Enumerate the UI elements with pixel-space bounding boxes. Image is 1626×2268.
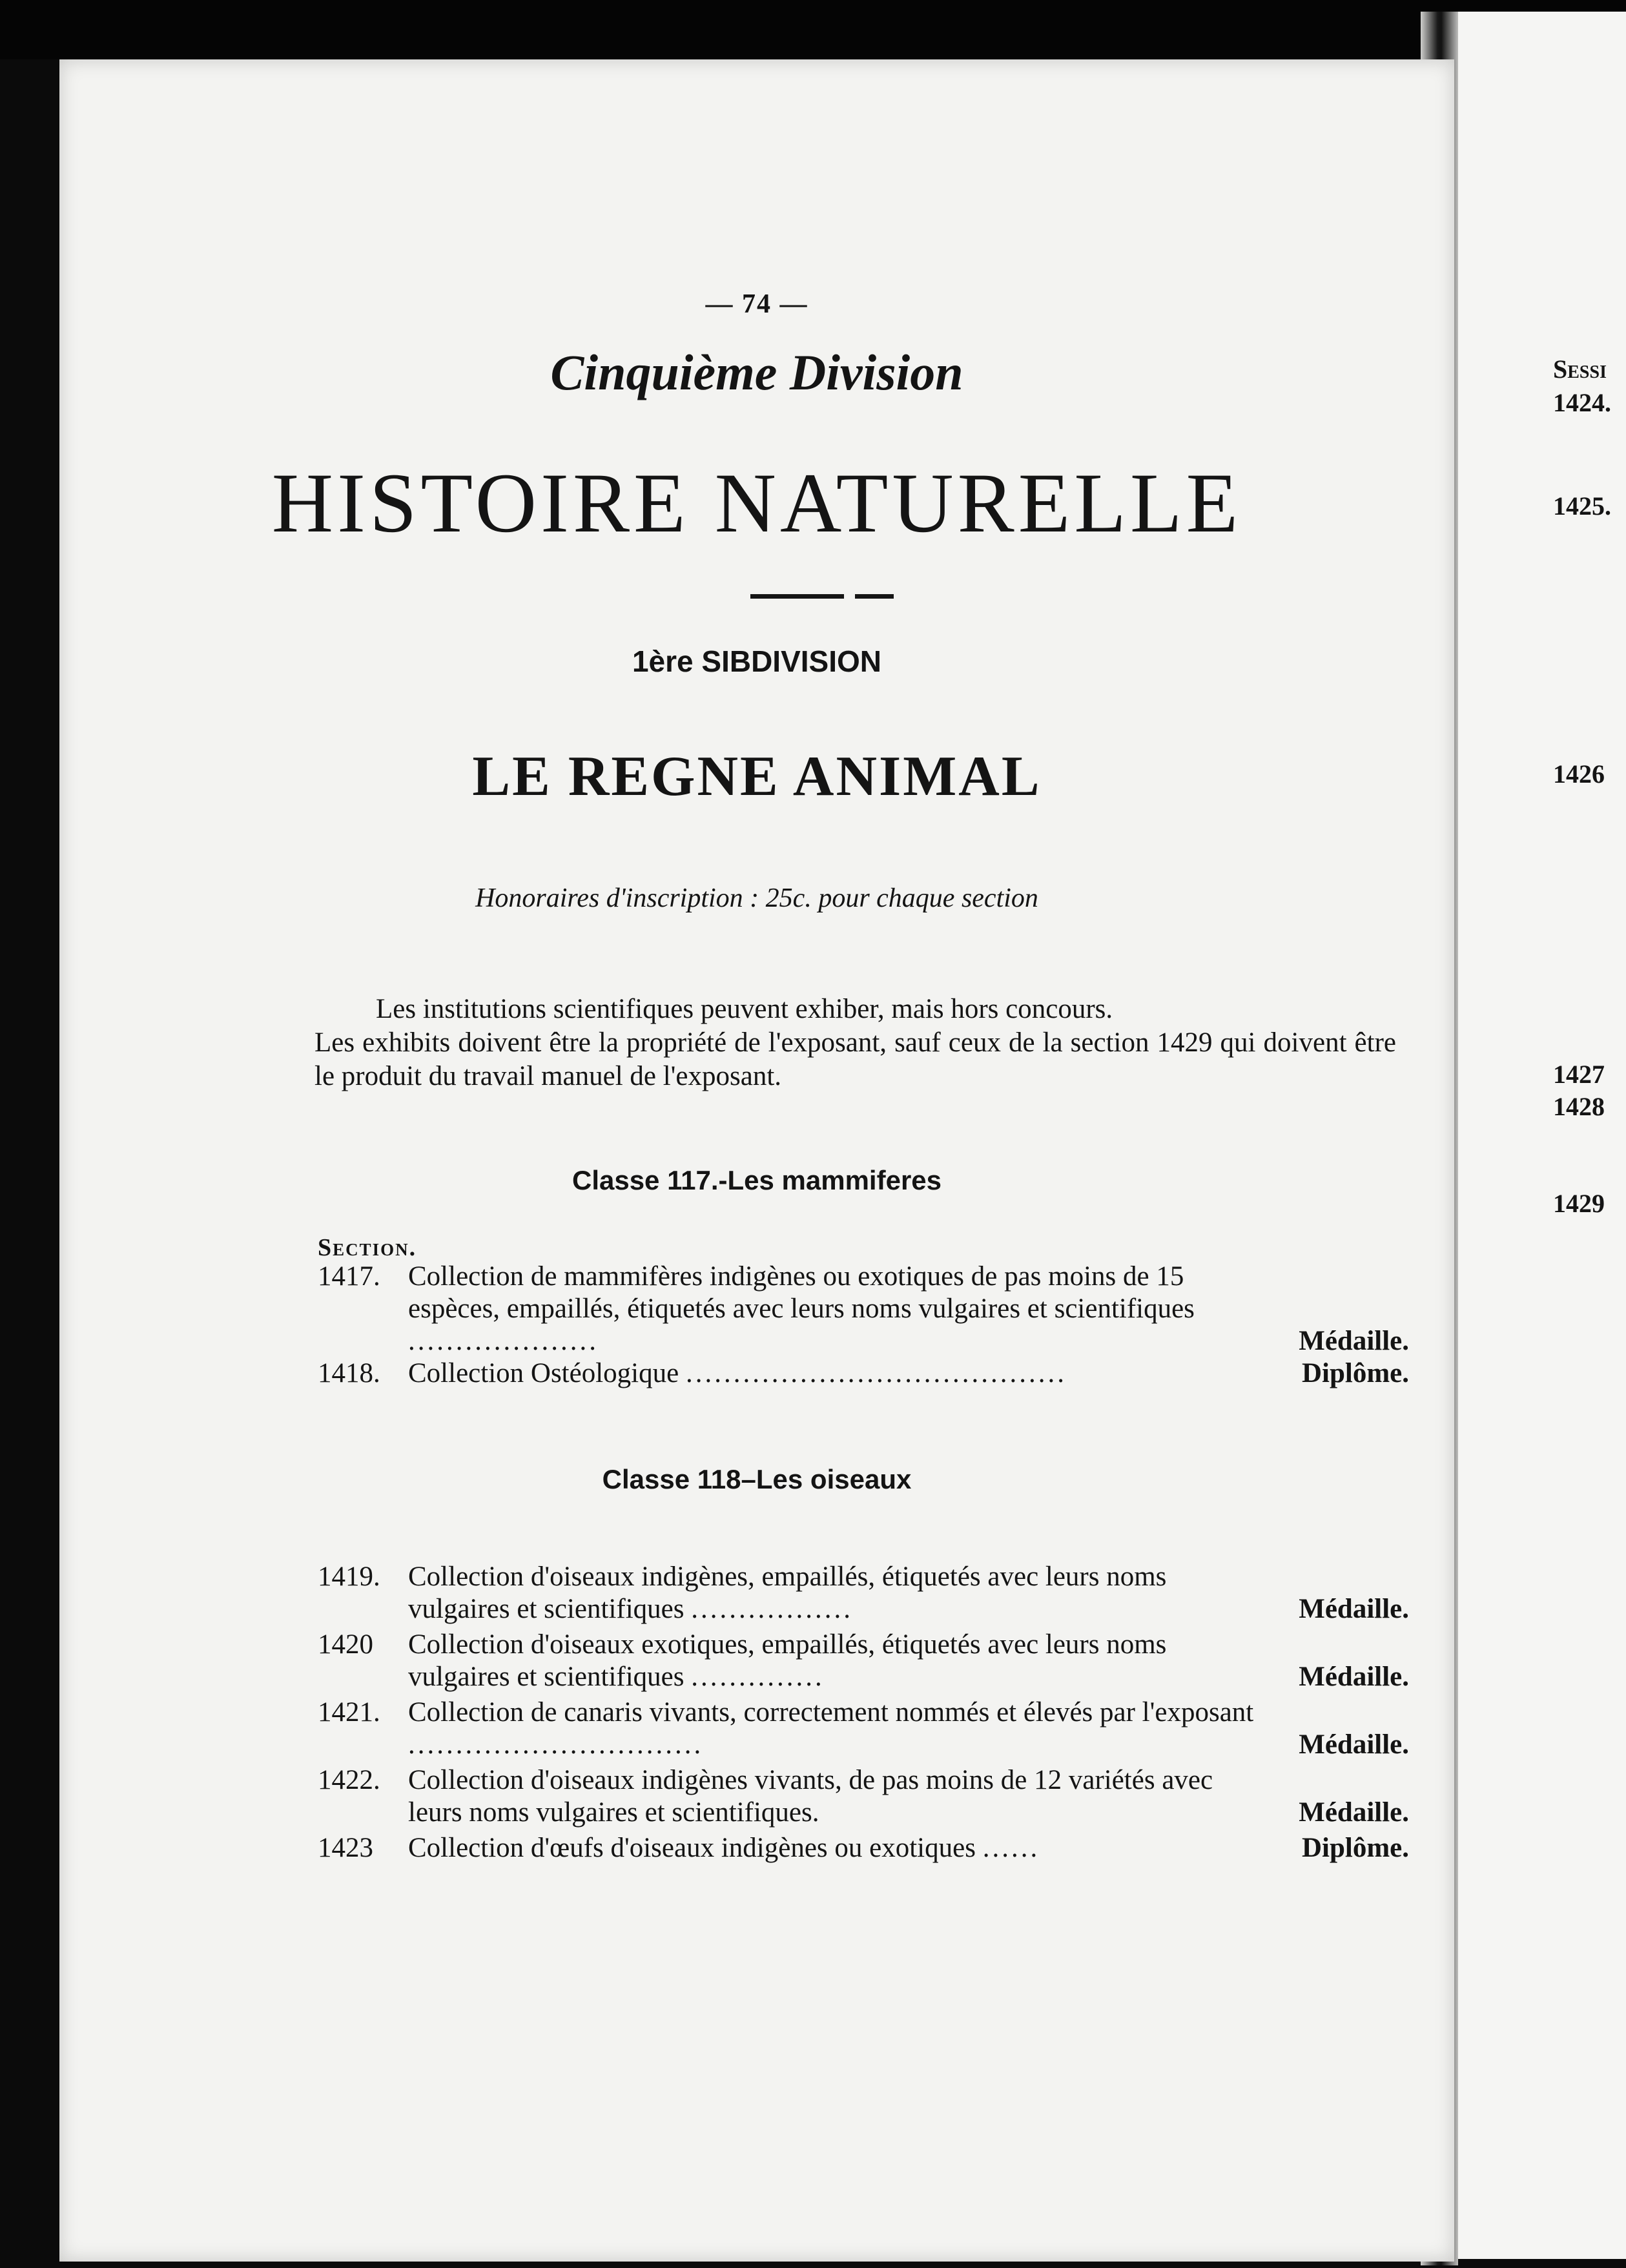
right-page-entry-1429: 1429 (1553, 1189, 1605, 1218)
intro-line-1: Les institutions scientifiques peuvent exhiber, mais hors concours. (376, 994, 1113, 1024)
right-page-entry-1427: 1427 (1553, 1060, 1605, 1089)
subdivision-heading: 1ère SIBDIVISION (632, 644, 882, 678)
award: Médaille. (1299, 1729, 1409, 1760)
award: Diplôme. (1301, 1358, 1409, 1388)
entry-1417 (318, 1261, 1409, 1357)
right-page-section-label: Sessi (1553, 355, 1607, 384)
right-page-entry-1426: 1426 (1553, 759, 1605, 789)
leader-dots: .............. (691, 1662, 825, 1692)
entry-1418 (318, 1357, 1409, 1390)
award: Médaille. (1299, 1797, 1409, 1828)
award: Médaille. (1299, 1662, 1409, 1692)
right-page-entry-1424: 1424. (1553, 388, 1611, 417)
award: Médaille. (1299, 1326, 1409, 1356)
entry-text: Collection d'oiseaux indigènes vivants, de pas moins de 12 variétés avec leurs noms vulgaires et scientifiques. (408, 1765, 1213, 1828)
leader-dots: ...... (982, 1833, 1040, 1863)
entry-text: Collection d'œufs d'oiseaux indigènes ou exotiques (408, 1833, 976, 1863)
main-title: HISTOIRE NATURELLE (271, 455, 1242, 550)
classe-118-heading: Classe 118–Les oiseaux (602, 1464, 912, 1494)
entry-number: 1419. (318, 1562, 380, 1592)
entry-1419 (318, 1561, 1409, 1625)
entry-number: 1421. (318, 1697, 380, 1727)
kingdom-heading: LE REGNE ANIMAL (472, 745, 1042, 808)
fees-line: Honoraires d'inscription : 25c. pour chaque section (475, 883, 1038, 913)
entry-number: 1420 (318, 1629, 373, 1660)
entry-1423 (318, 1832, 1409, 1864)
entry-text: Collection d'oiseaux exotiques, empaillés, étiquetés avec leurs noms vulgaires et scientifiques (408, 1629, 1167, 1692)
entry-number: 1418. (318, 1358, 380, 1388)
leader-dots: ........................................ (685, 1358, 1067, 1388)
entry-text: Collection de canaris vivants, correctement nommés et élevés par l'exposant (408, 1697, 1254, 1727)
title-rule-short (855, 594, 894, 599)
award: Médaille. (1299, 1594, 1409, 1624)
entry-text: Collection d'oiseaux indigènes, empaillés, étiquetés avec leurs noms vulgaires et scientifiques (408, 1562, 1167, 1624)
right-page-entry-1428: 1428 (1553, 1092, 1605, 1121)
entry-1422 (318, 1764, 1409, 1829)
right-page (1437, 12, 1626, 2259)
leader-dots: ............................... (408, 1729, 704, 1760)
entry-number: 1423 (318, 1833, 373, 1863)
section-label: Section. (318, 1234, 417, 1261)
scan-border (0, 0, 1626, 59)
title-rule-long (750, 594, 844, 599)
entry-number: 1422. (318, 1765, 380, 1795)
entry-1421 (318, 1696, 1409, 1761)
entry-1420 (318, 1629, 1409, 1693)
entry-text: Collection de mammifères indigènes ou exotiques de pas moins de 15 espèces, empaillés, étiquetés avec leurs noms vulgaires et scientifiques (408, 1261, 1195, 1324)
classe-117-heading: Classe 117.-Les mammiferes (571, 1165, 942, 1195)
left-page (59, 59, 1454, 2262)
entry-text: Collection Ostéologique (408, 1358, 679, 1388)
page-number: — 74 — (705, 289, 808, 319)
division-heading: Cinquième Division (550, 344, 963, 400)
award: Diplôme. (1301, 1833, 1409, 1863)
leader-dots: ................. (691, 1594, 853, 1624)
intro-line-2: Les exhibits doivent être la propriété de l'exposant, sauf ceux de la section 1429 qui doivent être le produit du travail manuel de l'exposant. (314, 1027, 1396, 1091)
intro-paragraph (314, 993, 1396, 1093)
leader-dots: .................... (408, 1326, 599, 1356)
entry-number: 1417. (318, 1261, 380, 1292)
right-page-entry-1425: 1425. (1553, 491, 1611, 521)
